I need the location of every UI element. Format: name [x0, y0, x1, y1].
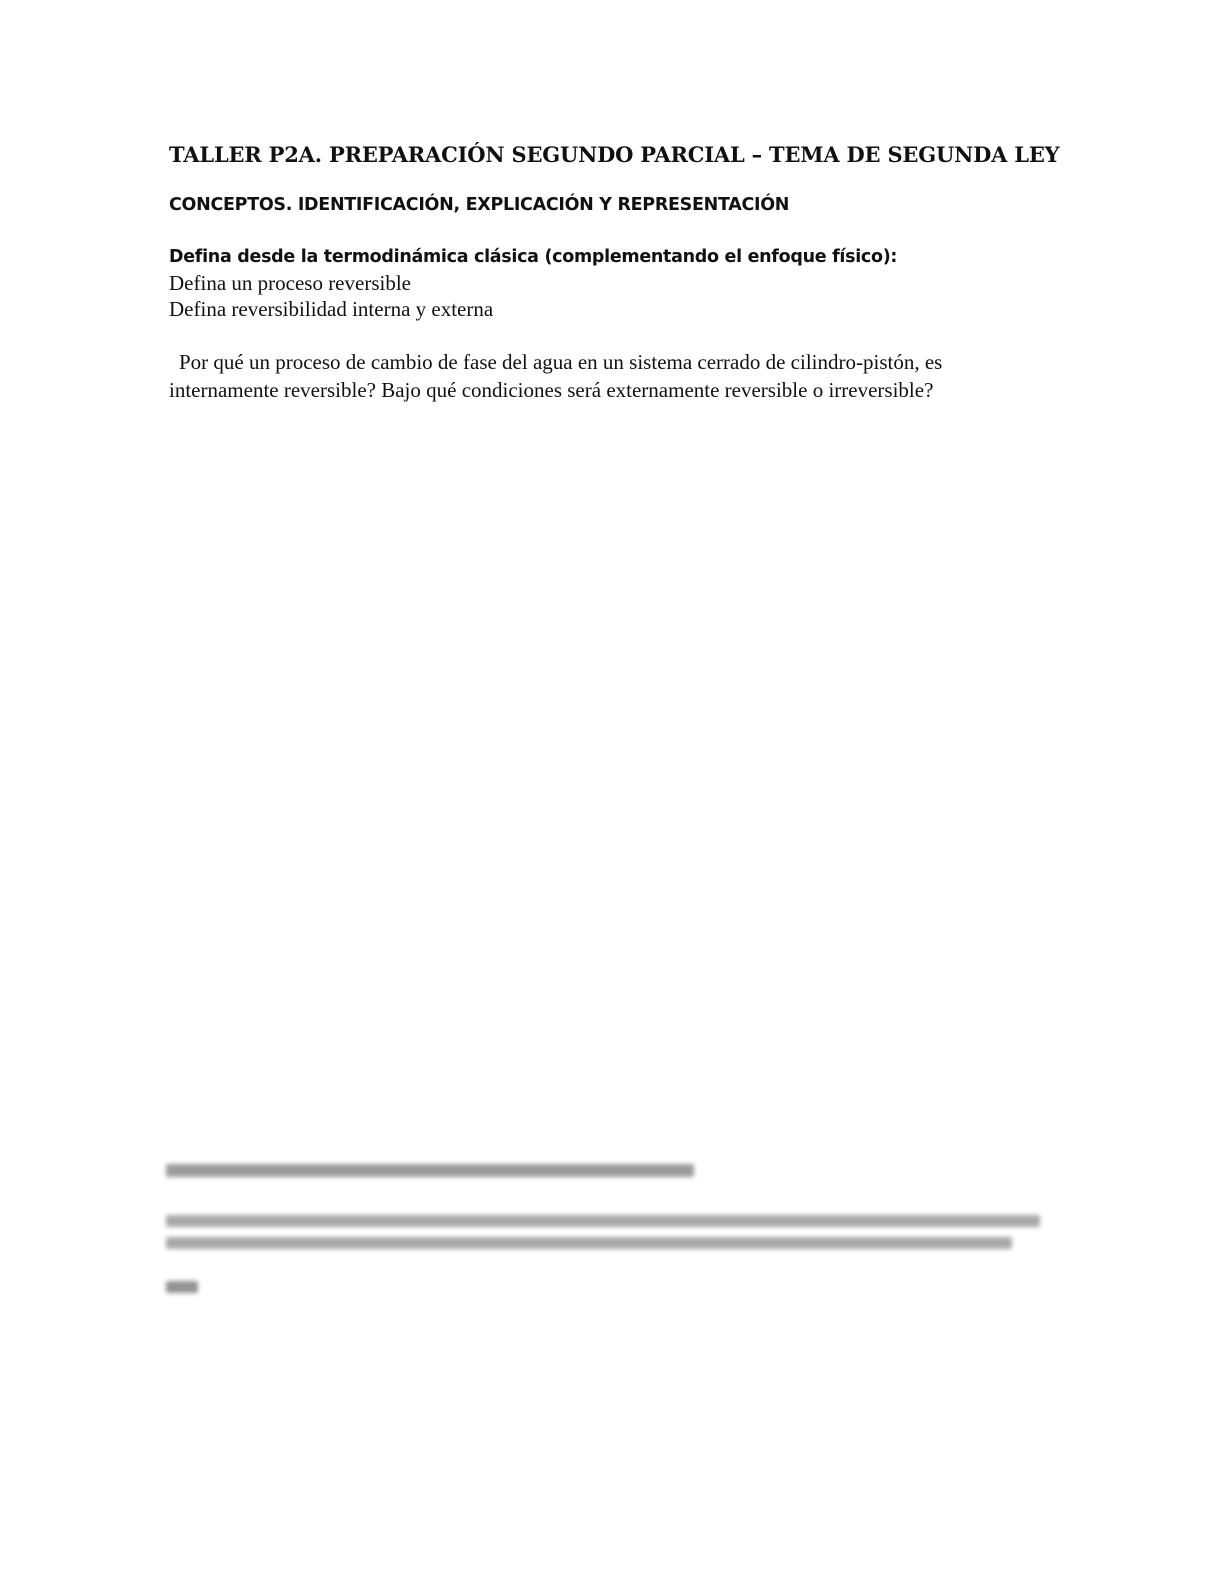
- item-internal-external-reversibility: Defina reversibilidad interna y externa: [169, 297, 494, 321]
- redacted-block: [166, 1156, 1046, 1293]
- question-text: Por qué un proceso de cambio de fase del agua en un sistema cerrado de cilindro-pistón, es internamente reversible? Bajo qué condiciones será externamente reversible o irreversible?: [169, 350, 943, 402]
- redacted-label: [166, 1281, 198, 1293]
- document-title: TALLER P2A. PREPARACIÓN SEGUNDO PARCIAL – TEMA DE SEGUNDA LEY: [169, 142, 1060, 167]
- document-content: [169, 140, 1060, 404]
- redacted-line: [166, 1237, 1012, 1249]
- question-paragraph: [169, 348, 1049, 404]
- redacted-heading: [166, 1164, 694, 1177]
- prompt-text: Defina desde la termodinámica clásica (complementando el enfoque físico):: [169, 247, 898, 267]
- redacted-line: [166, 1215, 1040, 1227]
- item-reversible-process: Defina un proceso reversible: [169, 271, 411, 295]
- section-heading: CONCEPTOS. IDENTIFICACIÓN, EXPLICACIÓN Y REPRESENTACIÓN: [169, 195, 790, 215]
